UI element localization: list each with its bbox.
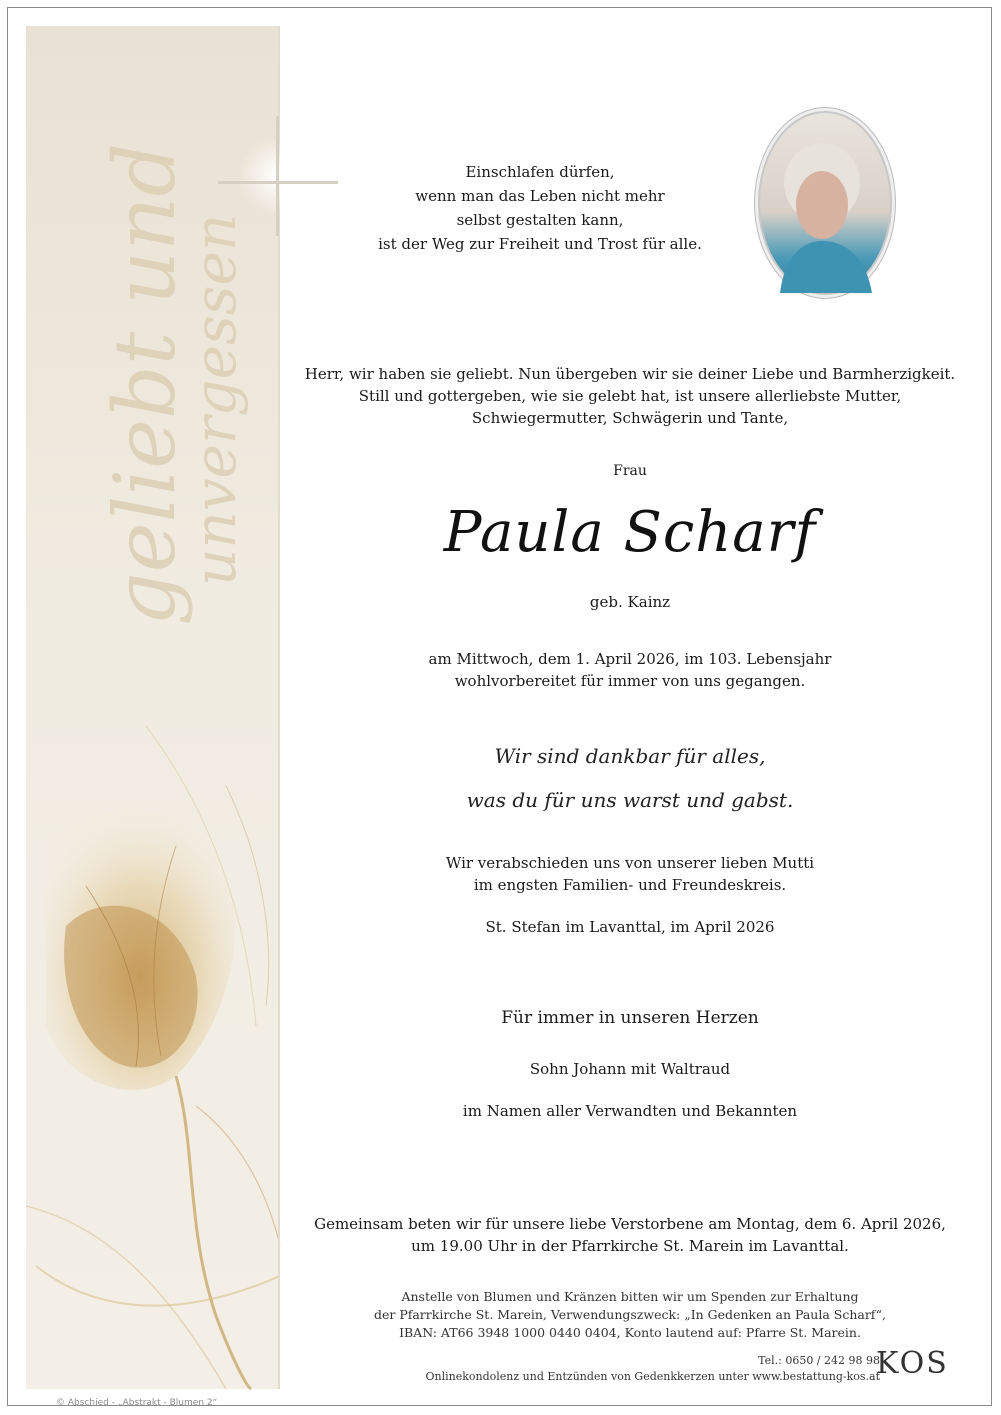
death-notice <box>300 648 960 692</box>
online-condolence-link[interactable]: Onlinekondolenz und Entzünden von Gedenkkerzen unter www.bestattung-kos.at <box>425 1370 880 1383</box>
poem-line: selbst gestalten kann, <box>456 211 624 229</box>
donation-line: IBAN: AT66 3948 1000 0440 0404, Konto lautend auf: Pfarre St. Marein. <box>399 1325 861 1340</box>
donation-line: Anstelle von Blumen und Kränzen bitten wir um Spenden zur Erhaltung <box>401 1289 859 1304</box>
farewell-line: Wir verabschieden uns von unserer lieben Mutti <box>445 854 815 872</box>
cross-icon <box>218 116 338 236</box>
sidebar-script-unvergessen: unvergessen <box>181 213 249 586</box>
family-prefix: Sohn <box>529 1060 574 1078</box>
relatives-line: im Namen aller Verwandten und Bekannten <box>462 1102 798 1120</box>
family-middle: mit <box>626 1060 661 1078</box>
intro-line: Schwiegermutter, Schwägerin und Tante, <box>471 409 789 427</box>
kos-logo: KOS <box>876 1346 949 1381</box>
salutation: Frau <box>613 463 647 479</box>
partner-name: Waltraud <box>660 1060 731 1078</box>
image-copyright: © Abschied - „Abstrakt - Blumen 2“ <box>56 1398 218 1408</box>
quote-line: Wir sind dankbar für alles, <box>494 744 766 768</box>
death-line: wohlvorbereitet für immer von uns gegangen. <box>454 672 806 690</box>
farewell-line: im engsten Familien- und Freundeskreis. <box>473 876 787 894</box>
birth-name: geb. Kainz <box>589 593 671 611</box>
donation-notice <box>300 1288 960 1342</box>
portrait-figure <box>760 113 890 293</box>
son-name: Johann <box>573 1060 627 1078</box>
prayer-line: um 19.00 Uhr in der Pfarrkirche St. Marein im Lavanttal. <box>411 1237 849 1255</box>
prayer-line: Gemeinsam beten wir für unsere liebe Verstorbene am Montag, dem 6. April 2026, <box>314 1215 946 1233</box>
poem-line: Einschlafen dürfen, <box>465 163 615 181</box>
farewell-text <box>300 852 960 896</box>
prayer-notice <box>300 1213 960 1257</box>
sidebar-script-geliebt: geliebt und <box>96 142 194 626</box>
quote <box>300 734 960 822</box>
portrait-photo <box>758 111 892 295</box>
phone-number: Tel.: 0650 / 242 98 98 <box>758 1354 880 1367</box>
family-line <box>300 1060 960 1078</box>
poem-line: wenn man das Leben nicht mehr <box>415 187 665 205</box>
intro-line: Herr, wir haben sie geliebt. Nun übergeben wir sie deiner Liebe und Barmherzigkeit. <box>304 365 956 383</box>
forever-heading: Für immer in unseren Herzen <box>501 1008 759 1028</box>
poem <box>330 160 750 256</box>
poem-line: ist der Weg zur Freiheit und Trost für alle. <box>378 235 702 253</box>
quote-line: was du für uns warst und gabst. <box>466 788 794 812</box>
donation-line: der Pfarrkirche St. Marein, Verwendungszweck: „In Gedenken an Paula Scharf“, <box>373 1307 887 1322</box>
intro-text <box>300 363 960 429</box>
place-date: St. Stefan im Lavanttal, im April 2026 <box>485 918 775 936</box>
deceased-name: Paula Scharf <box>443 500 817 565</box>
death-line: am Mittwoch, dem 1. April 2026, im 103. Lebensjahr <box>428 650 832 668</box>
intro-line: Still und gottergeben, wie sie gelebt hat, ist unsere allerliebste Mutter, <box>358 387 902 405</box>
